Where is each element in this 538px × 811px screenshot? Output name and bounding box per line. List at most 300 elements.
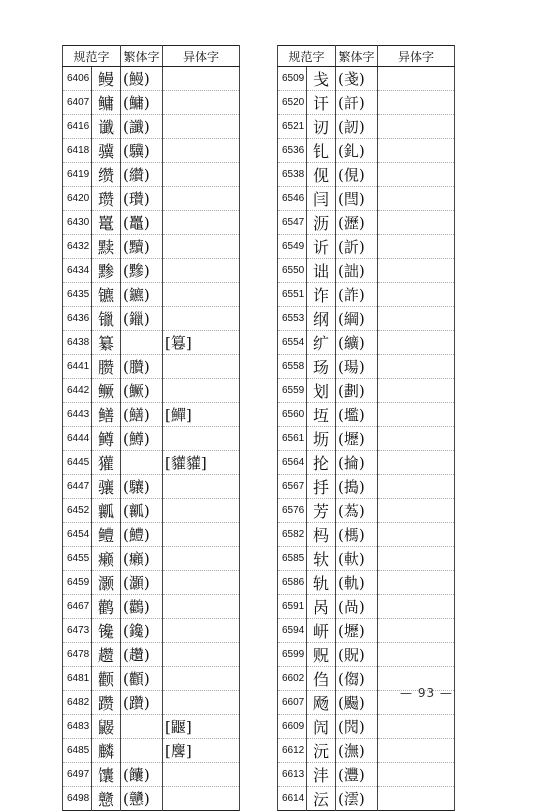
table-row <box>278 403 455 427</box>
standard-char: 黪 <box>92 259 121 283</box>
traditional-char: (戇) <box>121 787 163 811</box>
variant-char <box>378 739 455 763</box>
table-row <box>278 427 455 451</box>
traditional-char: (灝) <box>121 571 163 595</box>
standard-char: 趱 <box>92 643 121 667</box>
char-code: 6586 <box>278 571 307 595</box>
char-code: 6418 <box>63 139 92 163</box>
table-row <box>278 547 455 571</box>
standard-char: 䜣 <box>307 235 336 259</box>
traditional-char: (癩) <box>121 547 163 571</box>
char-code: 6434 <box>63 259 92 283</box>
table-row <box>278 451 455 475</box>
variant-char <box>378 379 455 403</box>
variant-char <box>163 427 240 451</box>
table-row <box>63 475 240 499</box>
standard-char: 戋 <box>307 67 336 91</box>
traditional-char: (瓚) <box>121 187 163 211</box>
traditional-char <box>121 715 163 739</box>
standard-char: 抙 <box>307 475 336 499</box>
table-row <box>63 187 240 211</box>
table-row <box>63 91 240 115</box>
table-row <box>63 499 240 523</box>
char-code: 6455 <box>63 547 92 571</box>
table-row <box>278 355 455 379</box>
char-code: 6473 <box>63 619 92 643</box>
char-code: 6441 <box>63 355 92 379</box>
standard-char: 纂 <box>92 331 121 355</box>
char-code: 6443 <box>63 403 92 427</box>
variant-char <box>378 427 455 451</box>
variant-char <box>378 547 455 571</box>
header-variant-char: 异体字 <box>163 46 240 67</box>
standard-char: 鳜 <box>92 379 121 403</box>
variant-char <box>378 211 455 235</box>
table-row <box>63 595 240 619</box>
variant-char: [鼴] <box>163 715 240 739</box>
standard-char: 闫 <box>307 187 336 211</box>
variant-char <box>378 283 455 307</box>
variant-char <box>163 67 240 91</box>
table-row <box>63 427 240 451</box>
variant-char <box>163 667 240 691</box>
traditional-char: (躦) <box>121 691 163 715</box>
standard-char: 伣 <box>307 163 336 187</box>
char-code: 6442 <box>63 379 92 403</box>
table-row <box>63 571 240 595</box>
char-code: 6536 <box>278 139 307 163</box>
table-row <box>63 451 240 475</box>
traditional-char: (鱧) <box>121 523 163 547</box>
char-code: 6582 <box>278 523 307 547</box>
standard-char: 杩 <box>307 523 336 547</box>
standard-char: 芳 <box>307 499 336 523</box>
variant-char <box>378 403 455 427</box>
variant-char <box>378 619 455 643</box>
table-row <box>278 331 455 355</box>
variant-char: [貛貛] <box>163 451 240 475</box>
standard-char: 骥 <box>92 139 121 163</box>
traditional-char: (壏) <box>336 403 378 427</box>
traditional-char: (灃) <box>336 763 378 787</box>
variant-char <box>378 331 455 355</box>
char-code: 6599 <box>278 643 307 667</box>
table-header-row <box>278 46 455 67</box>
table-row <box>278 379 455 403</box>
char-code: 6558 <box>278 355 307 379</box>
standard-char: 纲 <box>307 307 336 331</box>
table-row <box>63 259 240 283</box>
char-code: 6420 <box>63 187 92 211</box>
table-row <box>63 355 240 379</box>
variant-char <box>163 91 240 115</box>
char-code: 6406 <box>63 67 92 91</box>
traditional-char: (瑒) <box>336 355 378 379</box>
standard-char: 獾 <box>92 451 121 475</box>
traditional-char: (瓤) <box>121 499 163 523</box>
variant-char <box>163 499 240 523</box>
char-code: 6594 <box>278 619 307 643</box>
standard-char: 鳟 <box>92 427 121 451</box>
table-row <box>278 475 455 499</box>
char-code: 6482 <box>63 691 92 715</box>
variant-char <box>163 115 240 139</box>
traditional-char: (鰻) <box>121 67 163 91</box>
traditional-char: (劃) <box>336 379 378 403</box>
table-row <box>278 283 455 307</box>
char-code: 6549 <box>278 235 307 259</box>
table-row <box>278 91 455 115</box>
standard-char: 轪 <box>307 547 336 571</box>
standard-char: 鳢 <box>92 523 121 547</box>
variant-char <box>378 67 455 91</box>
char-code: 6483 <box>63 715 92 739</box>
variant-char <box>378 715 455 739</box>
variant-char <box>163 523 240 547</box>
variant-char <box>378 763 455 787</box>
char-code: 6485 <box>63 739 92 763</box>
traditional-char: (鑱) <box>121 619 163 643</box>
standard-char: 划 <box>307 379 336 403</box>
traditional-char <box>121 739 163 763</box>
standard-char: 馕 <box>92 763 121 787</box>
variant-char <box>163 283 240 307</box>
variant-char <box>163 619 240 643</box>
variant-char <box>378 523 455 547</box>
standard-char: 缵 <box>92 163 121 187</box>
header-traditional-char: 繁体字 <box>336 46 378 67</box>
table-row <box>63 283 240 307</box>
char-code: 6445 <box>63 451 92 475</box>
standard-char: 诈 <box>307 283 336 307</box>
char-code: 6454 <box>63 523 92 547</box>
char-code: 6452 <box>63 499 92 523</box>
table-row <box>63 547 240 571</box>
standard-char: 㑇 <box>307 667 336 691</box>
variant-char <box>163 355 240 379</box>
char-code: 6551 <box>278 283 307 307</box>
char-code: 6478 <box>63 643 92 667</box>
traditional-char: (臢) <box>121 355 163 379</box>
variant-char <box>378 787 455 811</box>
traditional-char: (釓) <box>336 139 378 163</box>
variant-char <box>378 595 455 619</box>
standard-char: 抡 <box>307 451 336 475</box>
traditional-char: (鱖) <box>121 379 163 403</box>
table-row <box>63 163 240 187</box>
traditional-char: (纊) <box>336 331 378 355</box>
traditional-char: (讖) <box>121 115 163 139</box>
standard-char: 坘 <box>307 403 336 427</box>
table-row <box>63 523 240 547</box>
table-row <box>63 763 240 787</box>
traditional-char: (訢) <box>336 235 378 259</box>
char-code: 6560 <box>278 403 307 427</box>
table-row <box>63 67 240 91</box>
header-standard-char: 规范字 <box>278 46 336 67</box>
char-code: 6432 <box>63 235 92 259</box>
left-character-table <box>62 45 240 811</box>
traditional-char: (趲) <box>121 643 163 667</box>
standard-char: 躜 <box>92 691 121 715</box>
variant-char <box>163 763 240 787</box>
traditional-char: (鑞) <box>121 307 163 331</box>
table-row <box>278 763 455 787</box>
standard-char: 麟 <box>92 739 121 763</box>
header-variant-char: 异体字 <box>378 46 455 67</box>
traditional-char: (貺) <box>336 643 378 667</box>
standard-char: 钆 <box>307 139 336 163</box>
traditional-char: (壢) <box>336 427 378 451</box>
standard-char: 鹳 <box>92 595 121 619</box>
table-row <box>63 379 240 403</box>
traditional-char: (閆) <box>336 187 378 211</box>
standard-char: 讦 <box>307 91 336 115</box>
table-row <box>63 691 240 715</box>
char-code: 6430 <box>63 211 92 235</box>
variant-char <box>378 499 455 523</box>
traditional-char: (訐) <box>336 91 378 115</box>
char-code: 6576 <box>278 499 307 523</box>
char-code: 6561 <box>278 427 307 451</box>
char-code: 6467 <box>63 595 92 619</box>
standard-char: 癞 <box>92 547 121 571</box>
header-standard-char: 规范字 <box>63 46 121 67</box>
standard-char: 纩 <box>307 331 336 355</box>
table-row <box>63 211 240 235</box>
standard-char: 鳝 <box>92 403 121 427</box>
header-traditional-char: 繁体字 <box>121 46 163 67</box>
standard-char: 闶 <box>307 715 336 739</box>
traditional-char: (榪) <box>336 523 378 547</box>
char-code: 6554 <box>278 331 307 355</box>
standard-char: 鳗 <box>92 67 121 91</box>
traditional-char: (黷) <box>121 235 163 259</box>
variant-char <box>163 307 240 331</box>
variant-char <box>163 163 240 187</box>
traditional-char: (軑) <box>336 547 378 571</box>
traditional-char <box>121 331 163 355</box>
standard-char: 轨 <box>307 571 336 595</box>
table-row <box>278 619 455 643</box>
char-code: 6447 <box>63 475 92 499</box>
standard-char: 呙 <box>307 595 336 619</box>
standard-char: 戆 <box>92 787 121 811</box>
char-code: 6550 <box>278 259 307 283</box>
table-row <box>278 115 455 139</box>
char-code: 6614 <box>278 787 307 811</box>
traditional-char: (颺) <box>336 691 378 715</box>
variant-char <box>378 91 455 115</box>
char-code: 6538 <box>278 163 307 187</box>
traditional-char: (鸛) <box>121 595 163 619</box>
char-code: 6509 <box>278 67 307 91</box>
standard-char: 镳 <box>92 283 121 307</box>
standard-char: 瓒 <box>92 187 121 211</box>
variant-char <box>378 235 455 259</box>
traditional-char: (鼉) <box>121 211 163 235</box>
traditional-char: (蒍) <box>336 499 378 523</box>
standard-char: 坜 <box>307 427 336 451</box>
variant-char <box>163 643 240 667</box>
traditional-char: (戔) <box>336 67 378 91</box>
variant-char <box>378 187 455 211</box>
traditional-char <box>121 451 163 475</box>
table-row <box>63 787 240 811</box>
char-code: 6436 <box>63 307 92 331</box>
char-code: 6602 <box>278 667 307 691</box>
table-row <box>63 115 240 139</box>
traditional-char: (黲) <box>121 259 163 283</box>
variant-char <box>163 547 240 571</box>
standard-char: 灏 <box>92 571 121 595</box>
char-code: 6607 <box>278 691 307 715</box>
traditional-char: (鑣) <box>121 283 163 307</box>
traditional-char: (詘) <box>336 259 378 283</box>
standard-char: 镵 <box>92 619 121 643</box>
variant-char <box>378 451 455 475</box>
char-code: 6553 <box>278 307 307 331</box>
variant-char <box>163 235 240 259</box>
char-code: 6612 <box>278 739 307 763</box>
char-code: 6521 <box>278 115 307 139</box>
variant-char <box>163 691 240 715</box>
char-code: 6585 <box>278 547 307 571</box>
table-row <box>278 523 455 547</box>
standard-char: 谶 <box>92 115 121 139</box>
table-row <box>278 499 455 523</box>
standard-char: 沣 <box>307 763 336 787</box>
traditional-char: (咼) <box>336 595 378 619</box>
traditional-char: (俔) <box>336 163 378 187</box>
char-code: 6609 <box>278 715 307 739</box>
variant-char <box>163 475 240 499</box>
standard-char: 骧 <box>92 475 121 499</box>
char-code: 6481 <box>63 667 92 691</box>
char-code: 6613 <box>278 763 307 787</box>
char-code: 6546 <box>278 187 307 211</box>
traditional-char: (瀝) <box>336 211 378 235</box>
traditional-char: (訒) <box>336 115 378 139</box>
table-row <box>278 715 455 739</box>
standard-char: 讱 <box>307 115 336 139</box>
traditional-char: (澐) <box>336 787 378 811</box>
char-code: 6498 <box>63 787 92 811</box>
traditional-char: (綱) <box>336 307 378 331</box>
standard-char: 臜 <box>92 355 121 379</box>
char-code: 6559 <box>278 379 307 403</box>
table-row <box>278 139 455 163</box>
table-row <box>278 187 455 211</box>
traditional-char: (搗) <box>336 475 378 499</box>
table-row <box>278 67 455 91</box>
traditional-char: (潕) <box>336 739 378 763</box>
char-code: 6419 <box>63 163 92 187</box>
char-code: 6564 <box>278 451 307 475</box>
char-code: 6435 <box>63 283 92 307</box>
table-row <box>278 571 455 595</box>
table-row <box>63 235 240 259</box>
table-row <box>63 715 240 739</box>
char-code: 6459 <box>63 571 92 595</box>
page-number: — 93 — <box>400 686 453 700</box>
traditional-char: (掄) <box>336 451 378 475</box>
standard-char: 沅 <box>307 739 336 763</box>
standard-char: 沄 <box>307 787 336 811</box>
traditional-char: (㑳) <box>336 667 378 691</box>
standard-char: 沥 <box>307 211 336 235</box>
traditional-char: (顴) <box>121 667 163 691</box>
variant-char <box>163 595 240 619</box>
standard-char: 鼹 <box>92 715 121 739</box>
variant-char <box>378 259 455 283</box>
traditional-char: (驥) <box>121 139 163 163</box>
char-code: 6438 <box>63 331 92 355</box>
traditional-char: (軌) <box>336 571 378 595</box>
variant-char <box>163 211 240 235</box>
traditional-char: (鱒) <box>121 427 163 451</box>
table-row <box>278 739 455 763</box>
table-row <box>63 307 240 331</box>
table-row <box>278 259 455 283</box>
variant-char <box>163 187 240 211</box>
char-code: 6520 <box>278 91 307 115</box>
traditional-char: (詐) <box>336 283 378 307</box>
table-row <box>63 403 240 427</box>
traditional-char: (壢) <box>336 619 378 643</box>
table-header-row <box>63 46 240 67</box>
variant-char: [麐] <box>163 739 240 763</box>
variant-char <box>378 115 455 139</box>
standard-char: 瓤 <box>92 499 121 523</box>
standard-char: 镴 <box>92 307 121 331</box>
standard-char: 颧 <box>92 667 121 691</box>
table-row <box>63 667 240 691</box>
standard-char: 贶 <box>307 643 336 667</box>
variant-char <box>378 643 455 667</box>
traditional-char: (閌) <box>336 715 378 739</box>
char-code: 6416 <box>63 115 92 139</box>
char-code: 6547 <box>278 211 307 235</box>
table-row <box>278 307 455 331</box>
variant-char <box>163 787 240 811</box>
table-row <box>63 739 240 763</box>
table-row <box>63 643 240 667</box>
traditional-char: (驤) <box>121 475 163 499</box>
table-row <box>278 595 455 619</box>
char-code: 6567 <box>278 475 307 499</box>
standard-char: 鳙 <box>92 91 121 115</box>
char-code: 6444 <box>63 427 92 451</box>
char-code: 6591 <box>278 595 307 619</box>
traditional-char: (饢) <box>121 763 163 787</box>
table-row <box>63 331 240 355</box>
traditional-char: (鱔) <box>121 403 163 427</box>
variant-char <box>378 163 455 187</box>
traditional-char: (鱅) <box>121 91 163 115</box>
variant-char: [鱓] <box>163 403 240 427</box>
standard-char: 飏 <box>307 691 336 715</box>
traditional-char: (纘) <box>121 163 163 187</box>
table-row <box>278 163 455 187</box>
table-row <box>63 139 240 163</box>
standard-char: 诎 <box>307 259 336 283</box>
char-code: 6497 <box>63 763 92 787</box>
standard-char: 玚 <box>307 355 336 379</box>
table-row <box>278 787 455 811</box>
variant-char <box>163 571 240 595</box>
variant-char <box>163 139 240 163</box>
